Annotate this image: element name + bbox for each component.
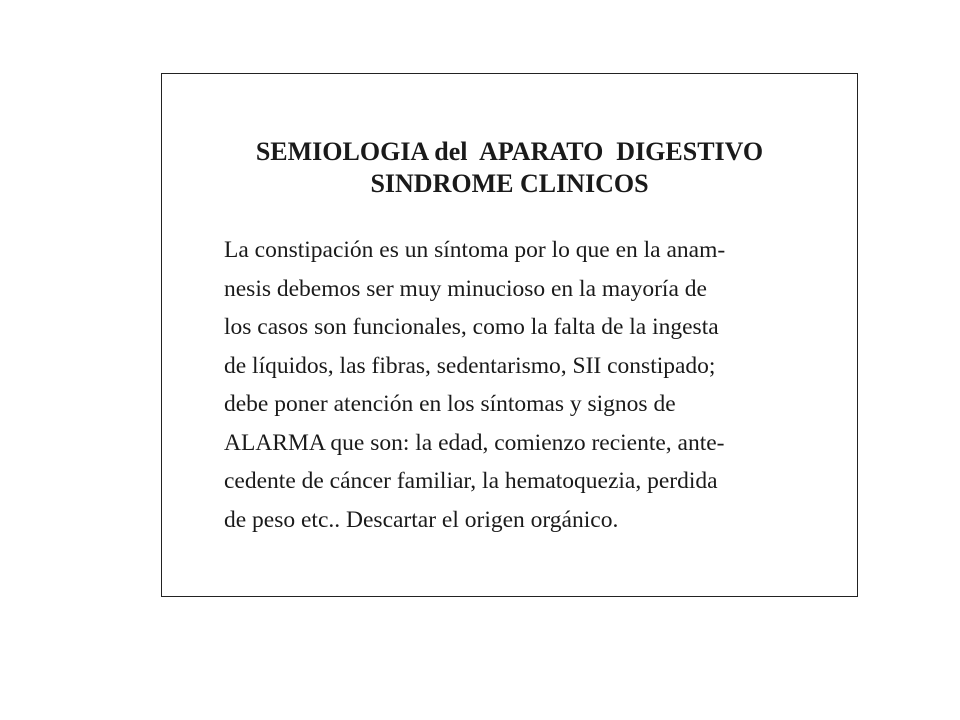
body-line-8: de peso etc.. Descartar el origen orgánico. [224,506,619,533]
slide-title [162,136,857,200]
body-line-1: La constipación es un síntoma por lo que en la anam- [224,237,726,263]
body-line-5: debe poner atención en los síntomas y signos de [224,391,676,417]
body-line-3: los casos son funcionales, como la falta de la ingesta [224,314,719,340]
title-line-1: SEMIOLOGIA del APARATO DIGESTIVO [255,137,764,166]
body-line-7: cedente de cáncer familiar, la hematoquezia, perdida [224,468,718,494]
body-line-6: ALARMA que son: la edad, comienzo reciente, ante- [224,429,725,456]
title-line-2: SINDROME CLINICOS [370,169,649,198]
body-line-4: de líquidos, las fibras, sedentarismo, SII constipado; [224,352,716,379]
body-paragraph [224,231,824,539]
text-frame [161,73,858,597]
body-line-2: nesis debemos ser muy minucioso en la mayoría de [224,275,707,302]
